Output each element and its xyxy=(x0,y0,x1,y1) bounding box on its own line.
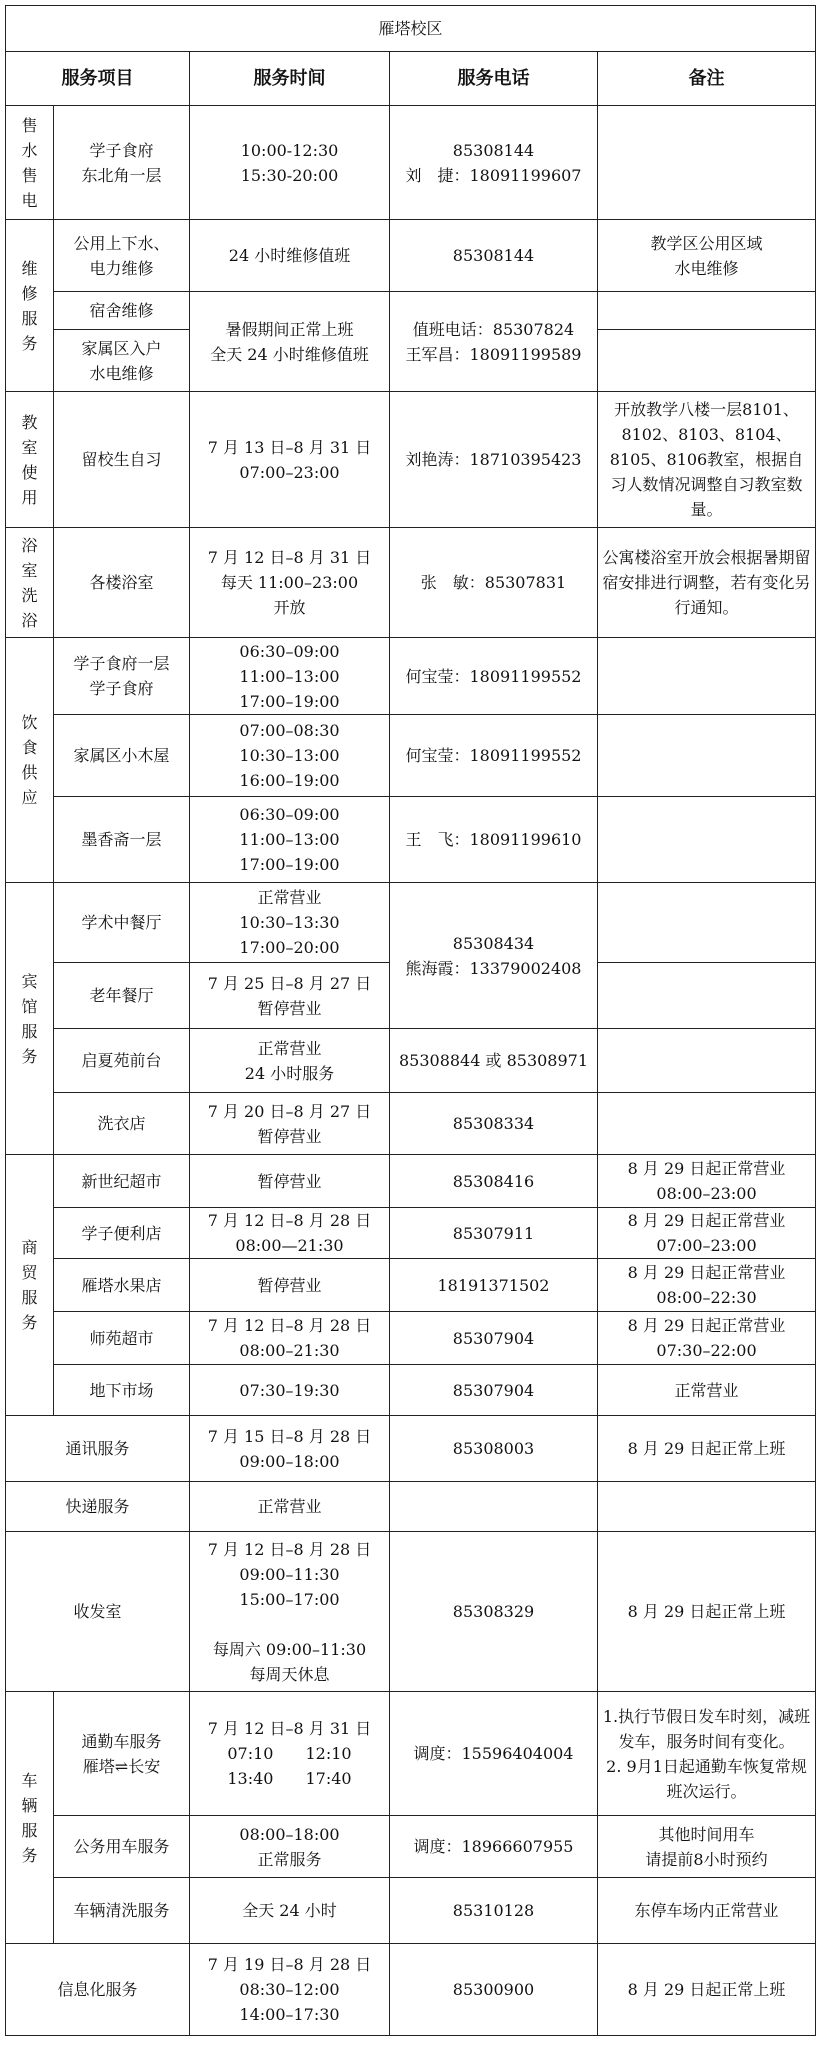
table-row xyxy=(6,1532,816,1692)
cell-text-line: 学子食府 xyxy=(89,140,154,160)
cell-text-line: 车 xyxy=(21,1770,38,1790)
cell-text-line: 85307904 xyxy=(452,1328,535,1348)
cell-text-line: 开放 xyxy=(273,598,306,617)
cell-text-line: 24 小时维修值班 xyxy=(228,246,351,265)
service-time xyxy=(190,1878,390,1944)
table-row xyxy=(6,528,816,638)
cell-text-line: 刘艳涛：18710395423 xyxy=(405,450,582,469)
cell-text-line: 售 xyxy=(21,115,38,135)
cell-text-line: 洗衣店 xyxy=(97,1114,146,1133)
service-note xyxy=(598,1416,816,1482)
cell-text-line: 正常营业 xyxy=(257,1038,322,1058)
cell-text-line: 7 月 13 日–8 月 31 日 xyxy=(207,437,372,457)
service-phone xyxy=(390,638,598,715)
cell-text-line: 07:30–19:30 xyxy=(239,1380,340,1400)
service-time xyxy=(190,1029,390,1093)
cell-text-line: 14:00–17:30 xyxy=(239,2005,340,2024)
service-schedule-table xyxy=(5,5,816,2036)
service-time xyxy=(190,1416,390,1482)
cell-text-line: 2. 9月1日起通勤车恢复常规班次运行。 xyxy=(606,1756,807,1801)
service-time xyxy=(190,963,390,1029)
service-phone xyxy=(390,797,598,883)
cell-text-line: 东北角一层 xyxy=(81,165,162,185)
cell-text-line: 09:00–18:00 xyxy=(239,1451,340,1471)
service-phone xyxy=(390,1312,598,1365)
cell-text-line: 洗 xyxy=(21,585,38,605)
cell-text-line: 教学区公用区域 xyxy=(650,233,763,253)
service-note xyxy=(598,1532,816,1692)
service-time xyxy=(190,106,390,220)
cell-text-line: 何宝莹：18091199552 xyxy=(405,746,582,765)
cell-text-line: 家属区小木屋 xyxy=(73,746,170,765)
service-phone xyxy=(390,1816,598,1878)
table-row xyxy=(6,1093,816,1155)
cell-text-line: 调度：15596404004 xyxy=(413,1744,574,1763)
service-item xyxy=(54,1692,190,1816)
cell-text-line: 水电维修 xyxy=(89,363,154,383)
cell-text-line: 24 小时服务 xyxy=(244,1063,335,1083)
cell-text-line: 学术中餐厅 xyxy=(81,913,162,932)
cell-text-line: 8 月 29 日起正常营业 xyxy=(627,1316,786,1335)
cell-text-line: 17:00–20:00 xyxy=(239,938,340,957)
table-row xyxy=(6,1944,816,2036)
cell-text-line: 学子食府 xyxy=(89,679,154,698)
service-phone xyxy=(390,1208,598,1259)
service-note xyxy=(598,1878,816,1944)
cell-text-line: 7 月 25 日–8 月 27 日 xyxy=(207,973,372,993)
cell-text-line: 教 xyxy=(21,412,38,432)
service-phone xyxy=(390,1259,598,1312)
service-item xyxy=(54,106,190,220)
cell-text-line: 通讯服务 xyxy=(65,1439,130,1458)
cell-text-line: 07:30–22:00 xyxy=(656,1341,757,1360)
cell-text-line: 暑假期间正常上班 xyxy=(225,319,354,339)
category-water-electricity xyxy=(6,106,54,220)
service-phone xyxy=(390,292,598,392)
category-classroom xyxy=(6,392,54,528)
service-item xyxy=(54,1155,190,1208)
service-phone xyxy=(390,1944,598,2036)
cell-text-line: 刘 捷：18091199607 xyxy=(405,165,582,185)
service-phone xyxy=(390,883,598,1029)
service-note xyxy=(598,1365,816,1416)
cell-text-line: 每天 11:00–23:00 xyxy=(220,573,359,592)
cell-text-line: 修 xyxy=(21,283,38,303)
header-note: 备注 xyxy=(598,52,816,106)
service-note xyxy=(598,1093,816,1155)
cell-text-line: 每周天休息 xyxy=(249,1664,330,1684)
table-row xyxy=(6,392,816,528)
service-item xyxy=(54,1878,190,1944)
cell-text-line: 09:00–11:30 xyxy=(239,1564,340,1584)
cell-text-line: 7 月 12 日–8 月 31 日 xyxy=(207,1719,372,1738)
cell-text-line: 每周六 09:00–11:30 xyxy=(212,1639,367,1659)
cell-text-line: 服 xyxy=(21,308,38,328)
cell-text-line: 8 月 29 日起正常上班 xyxy=(627,1980,786,1999)
cell-text-line: 07:00–08:30 xyxy=(239,721,340,740)
cell-text-line: 调度：18966607955 xyxy=(413,1837,574,1856)
service-item xyxy=(54,220,190,292)
service-note xyxy=(598,1944,816,2036)
table-row xyxy=(6,1482,816,1532)
cell-text-line: 食 xyxy=(21,738,38,757)
category-hotel xyxy=(6,883,54,1155)
service-note xyxy=(598,638,816,715)
service-phone xyxy=(390,392,598,528)
table-row xyxy=(6,797,816,883)
cell-text-line: 电 xyxy=(21,190,38,210)
cell-text-line: 7 月 19 日–8 月 28 日 xyxy=(207,1955,372,1974)
cell-text-line: 请提前8小时预约 xyxy=(645,1849,768,1869)
cell-text-line: 7 月 12 日–8 月 28 日 xyxy=(207,1211,372,1230)
cell-text-line: 06:30–09:00 xyxy=(239,641,340,661)
cell-text-line: 商 xyxy=(21,1238,38,1257)
cell-text-line: 用 xyxy=(21,487,38,507)
service-item xyxy=(54,963,190,1029)
cell-text-line: 售 xyxy=(21,165,38,185)
cell-text-line: 85310128 xyxy=(452,1901,535,1920)
service-item xyxy=(54,883,190,963)
header-service: 服务项目 xyxy=(6,52,190,106)
service-note: 公寓楼浴室开放会根据暑期留宿安排进行调整，若有变化另行通知。 xyxy=(598,528,816,638)
service-phone xyxy=(390,1029,598,1093)
cell-text-line: 85308003 xyxy=(452,1439,535,1458)
cell-text-line: 暂停营业 xyxy=(257,998,322,1018)
service-time xyxy=(190,715,390,797)
service-time xyxy=(190,1944,390,2036)
service-phone xyxy=(390,715,598,797)
table-row xyxy=(6,1208,816,1259)
cell-text-line: 服 xyxy=(21,1820,38,1840)
cell-text-line xyxy=(194,1612,385,1637)
cell-text-line: 7 月 12 日–8 月 28 日 xyxy=(207,1539,372,1559)
service-time xyxy=(190,220,390,292)
cell-text-line: 正常营业 xyxy=(257,1497,322,1516)
cell-text-line: 张 敏：85307831 xyxy=(420,573,567,592)
service-note xyxy=(598,330,816,392)
cell-text-line: 07:00–23:00 xyxy=(239,462,340,482)
cell-text-line: 维 xyxy=(21,258,38,278)
service-time xyxy=(190,1312,390,1365)
cell-text-line: 留校生自习 xyxy=(81,450,162,469)
cell-text-line: 正常营业 xyxy=(257,888,322,907)
service-time xyxy=(190,392,390,528)
cell-text-line: 8 月 29 日起正常上班 xyxy=(627,1439,786,1458)
cell-text-line: 启夏苑前台 xyxy=(81,1051,162,1070)
cell-text-line: 公务用车服务 xyxy=(73,1837,170,1856)
table-row xyxy=(6,1816,816,1878)
cell-text-line: 85308334 xyxy=(452,1114,535,1133)
service-note: 开放教学八楼一层8101、8102、8103、8104、8105、8106教室，根据自习人数情况调整自习教室数量。 xyxy=(598,392,816,528)
cell-text-line: 务 xyxy=(21,1845,38,1865)
service-time xyxy=(190,528,390,638)
cell-text-line: 全天 24 小时 xyxy=(242,1901,337,1920)
service-item xyxy=(54,1093,190,1155)
cell-text-line: 王 飞：18091199610 xyxy=(405,830,582,849)
cell-text-line: 全天 24 小时维修值班 xyxy=(210,344,369,364)
cell-text-line: 85308144 xyxy=(452,140,535,160)
service-phone xyxy=(390,106,598,220)
service-time xyxy=(190,292,390,392)
cell-text-line: 室 xyxy=(21,437,38,457)
service-phone xyxy=(390,1482,598,1532)
cell-text-line: 雁塔⇌长安 xyxy=(82,1756,161,1776)
cell-text-line: 85308434 xyxy=(452,933,535,953)
service-phone xyxy=(390,1365,598,1416)
cell-text-line: 08:00–22:30 xyxy=(656,1288,757,1307)
cell-text-line: 务 xyxy=(21,1313,38,1332)
table-row xyxy=(6,1878,816,1944)
cell-text-line: 06:30–09:00 xyxy=(239,805,340,824)
service-phone xyxy=(390,528,598,638)
cell-text-line: 08:30–12:00 xyxy=(239,1980,340,1999)
cell-text-line: 08:00–21:30 xyxy=(239,1341,340,1360)
service-item xyxy=(6,1532,190,1692)
cell-text-line: 85308416 xyxy=(452,1171,535,1191)
table-row xyxy=(6,1692,816,1816)
cell-text-line: 家属区入户 xyxy=(81,338,162,358)
category-repair xyxy=(6,220,54,392)
cell-text-line: 8 月 29 日起正常营业 xyxy=(627,1263,786,1282)
cell-text-line: 老年餐厅 xyxy=(89,986,154,1005)
cell-text-line: 暂停营业 xyxy=(257,1275,322,1295)
category-food xyxy=(6,638,54,883)
table-row xyxy=(6,220,816,292)
service-note xyxy=(598,963,816,1029)
table-row xyxy=(6,1259,816,1312)
service-item xyxy=(54,1259,190,1312)
cell-text-line: 7 月 12 日–8 月 31 日 xyxy=(207,548,372,567)
service-item xyxy=(54,392,190,528)
service-item xyxy=(6,1482,190,1532)
cell-text-line: 雁塔水果店 xyxy=(81,1275,162,1295)
cell-text-line: 85307911 xyxy=(452,1223,535,1243)
service-time xyxy=(190,1532,390,1692)
cell-text-line: 17:00–19:00 xyxy=(239,855,340,874)
service-time xyxy=(190,1482,390,1532)
table-row xyxy=(6,1155,816,1208)
cell-text-line: 10:00-12:30 xyxy=(240,140,339,160)
cell-text-line: 车辆清洗服务 xyxy=(73,1901,170,1920)
cell-text-line: 07:00–23:00 xyxy=(656,1236,757,1255)
campus-title: 雁塔校区 xyxy=(6,6,816,52)
cell-text-line: 85308329 xyxy=(452,1602,535,1621)
cell-text-line: 馆 xyxy=(21,996,38,1016)
service-time xyxy=(190,1816,390,1878)
cell-text-line: 07:10 12:10 xyxy=(227,1744,352,1763)
service-item xyxy=(54,1365,190,1416)
cell-text-line: 85307904 xyxy=(452,1380,535,1400)
cell-text-line: 饮 xyxy=(21,713,38,732)
table-row xyxy=(6,1029,816,1093)
cell-text-line: 应 xyxy=(21,788,38,807)
service-note xyxy=(598,1029,816,1093)
service-note xyxy=(598,1259,816,1312)
service-time xyxy=(190,1365,390,1416)
service-note xyxy=(598,1208,816,1259)
cell-text-line: 15:00–17:00 xyxy=(239,1589,340,1609)
table-row xyxy=(6,715,816,797)
cell-text-line: 13:40 17:40 xyxy=(227,1769,352,1788)
cell-text-line: 10:30–13:30 xyxy=(239,913,340,932)
cell-text-line: 各楼浴室 xyxy=(89,573,154,592)
table-row xyxy=(6,292,816,330)
table-row xyxy=(6,1312,816,1365)
cell-text-line: 7 月 15 日–8 月 28 日 xyxy=(207,1426,372,1446)
category-commerce xyxy=(6,1155,54,1416)
header-time: 服务时间 xyxy=(190,52,390,106)
cell-text-line: 师苑超市 xyxy=(89,1328,154,1348)
cell-text-line: 通勤车服务 xyxy=(81,1731,162,1751)
service-item xyxy=(54,528,190,638)
cell-text-line: 8 月 29 日起正常上班 xyxy=(627,1602,786,1621)
service-item xyxy=(6,1944,190,2036)
cell-text-line: 收发室 xyxy=(73,1602,122,1621)
table-row xyxy=(6,1416,816,1482)
service-time xyxy=(190,797,390,883)
cell-text-line: 其他时间用车 xyxy=(658,1824,755,1844)
cell-text-line: 7 月 20 日–8 月 27 日 xyxy=(207,1101,372,1121)
service-time xyxy=(190,1093,390,1155)
cell-text-line: 10:30–13:00 xyxy=(239,746,340,765)
service-note xyxy=(598,797,816,883)
cell-text-line: 辆 xyxy=(21,1795,38,1815)
cell-text-line: 快递服务 xyxy=(65,1497,130,1516)
cell-text-line: 08:00–23:00 xyxy=(656,1184,757,1203)
table-row xyxy=(6,883,816,963)
cell-text-line: 1.执行节假日发车时刻，减班发车，服务时间有变化。 xyxy=(602,1706,811,1751)
cell-text-line: 08:00–18:00 xyxy=(239,1824,340,1844)
service-item xyxy=(54,1029,190,1093)
cell-text-line: 供 xyxy=(21,763,38,782)
cell-text-line: 值班电话：85307824 xyxy=(412,319,575,339)
cell-text-line: 正常服务 xyxy=(257,1849,322,1869)
cell-text-line: 18191371502 xyxy=(437,1275,550,1295)
service-note xyxy=(598,883,816,963)
cell-text-line: 宾 xyxy=(21,971,38,991)
service-time xyxy=(190,1692,390,1816)
service-note xyxy=(598,715,816,797)
service-time xyxy=(190,1208,390,1259)
cell-text-line: 王军昌：18091199589 xyxy=(405,344,582,364)
service-phone xyxy=(390,1155,598,1208)
header-row xyxy=(6,52,816,106)
cell-text-line: 服 xyxy=(21,1021,38,1041)
cell-text-line: 贸 xyxy=(21,1263,38,1282)
cell-text-line: 墨香斋一层 xyxy=(81,830,162,849)
cell-text-line: 浴 xyxy=(21,610,38,630)
cell-text-line: 11:00–13:00 xyxy=(239,830,340,849)
cell-text-line: 东停车场内正常营业 xyxy=(634,1901,779,1920)
table-row xyxy=(6,1365,816,1416)
service-time xyxy=(190,1259,390,1312)
cell-text-line: 水电维修 xyxy=(674,258,739,278)
service-note xyxy=(598,1482,816,1532)
header-phone: 服务电话 xyxy=(390,52,598,106)
category-bathing xyxy=(6,528,54,638)
cell-text-line: 新世纪超市 xyxy=(81,1171,162,1191)
service-note xyxy=(598,1692,816,1816)
cell-text-line: 11:00–13:00 xyxy=(239,666,340,686)
service-time xyxy=(190,638,390,715)
service-item xyxy=(54,1816,190,1878)
service-time xyxy=(190,883,390,963)
cell-text-line: 使 xyxy=(21,462,38,482)
cell-text-line: 室 xyxy=(21,560,38,580)
service-time xyxy=(190,1155,390,1208)
cell-text-line: 8 月 29 日起正常营业 xyxy=(627,1211,786,1230)
cell-text-line: 务 xyxy=(21,333,38,353)
service-item xyxy=(54,330,190,392)
cell-text-line: 学子食府一层 xyxy=(73,654,170,673)
cell-text-line: 正常营业 xyxy=(674,1380,739,1400)
service-item xyxy=(6,1416,190,1482)
cell-text-line: 何宝莹：18091199552 xyxy=(405,666,582,686)
cell-text-line: 服 xyxy=(21,1288,38,1307)
cell-text-line: 暂停营业 xyxy=(257,1126,322,1146)
cell-text-line: 16:00–19:00 xyxy=(239,771,340,790)
cell-text-line: 浴 xyxy=(21,535,38,555)
title-row xyxy=(6,6,816,52)
cell-text-line: 宿舍维修 xyxy=(89,301,154,320)
service-phone xyxy=(390,220,598,292)
cell-text-line: 公用上下水、 xyxy=(73,233,170,253)
cell-text-line: 7 月 12 日–8 月 28 日 xyxy=(207,1316,372,1335)
table-row xyxy=(6,106,816,220)
cell-text-line: 熊海霞：13379002408 xyxy=(405,958,582,978)
service-note xyxy=(598,106,816,220)
service-note xyxy=(598,1312,816,1365)
table-row xyxy=(6,638,816,715)
service-phone xyxy=(390,1532,598,1692)
service-note xyxy=(598,1155,816,1208)
cell-text-line: 电力维修 xyxy=(89,258,154,278)
cell-text-line: 务 xyxy=(21,1046,38,1066)
category-vehicle xyxy=(6,1692,54,1944)
service-phone xyxy=(390,1093,598,1155)
cell-text-line: 信息化服务 xyxy=(57,1980,138,1999)
service-phone xyxy=(390,1878,598,1944)
cell-text-line: 暂停营业 xyxy=(257,1171,322,1191)
cell-text-line: 学子便利店 xyxy=(81,1223,162,1243)
service-phone xyxy=(390,1692,598,1816)
service-note xyxy=(598,1816,816,1878)
cell-text-line: 8 月 29 日起正常营业 xyxy=(627,1159,786,1178)
cell-text-line: 85308144 xyxy=(452,246,535,265)
cell-text-line: 17:00–19:00 xyxy=(239,691,340,711)
service-item xyxy=(54,1208,190,1259)
service-item xyxy=(54,797,190,883)
cell-text-line: 地下市场 xyxy=(89,1380,154,1400)
service-item xyxy=(54,292,190,330)
service-note xyxy=(598,292,816,330)
service-item xyxy=(54,715,190,797)
service-item xyxy=(54,1312,190,1365)
cell-text-line: 15:30-20:00 xyxy=(240,165,339,185)
service-note xyxy=(598,220,816,292)
service-phone xyxy=(390,1416,598,1482)
cell-text-line: 85308844 或 85308971 xyxy=(398,1051,589,1070)
cell-text-line: 08:00—21:30 xyxy=(235,1236,344,1255)
cell-text-line: 85300900 xyxy=(452,1980,535,1999)
service-item xyxy=(54,638,190,715)
cell-text-line: 水 xyxy=(21,140,38,160)
